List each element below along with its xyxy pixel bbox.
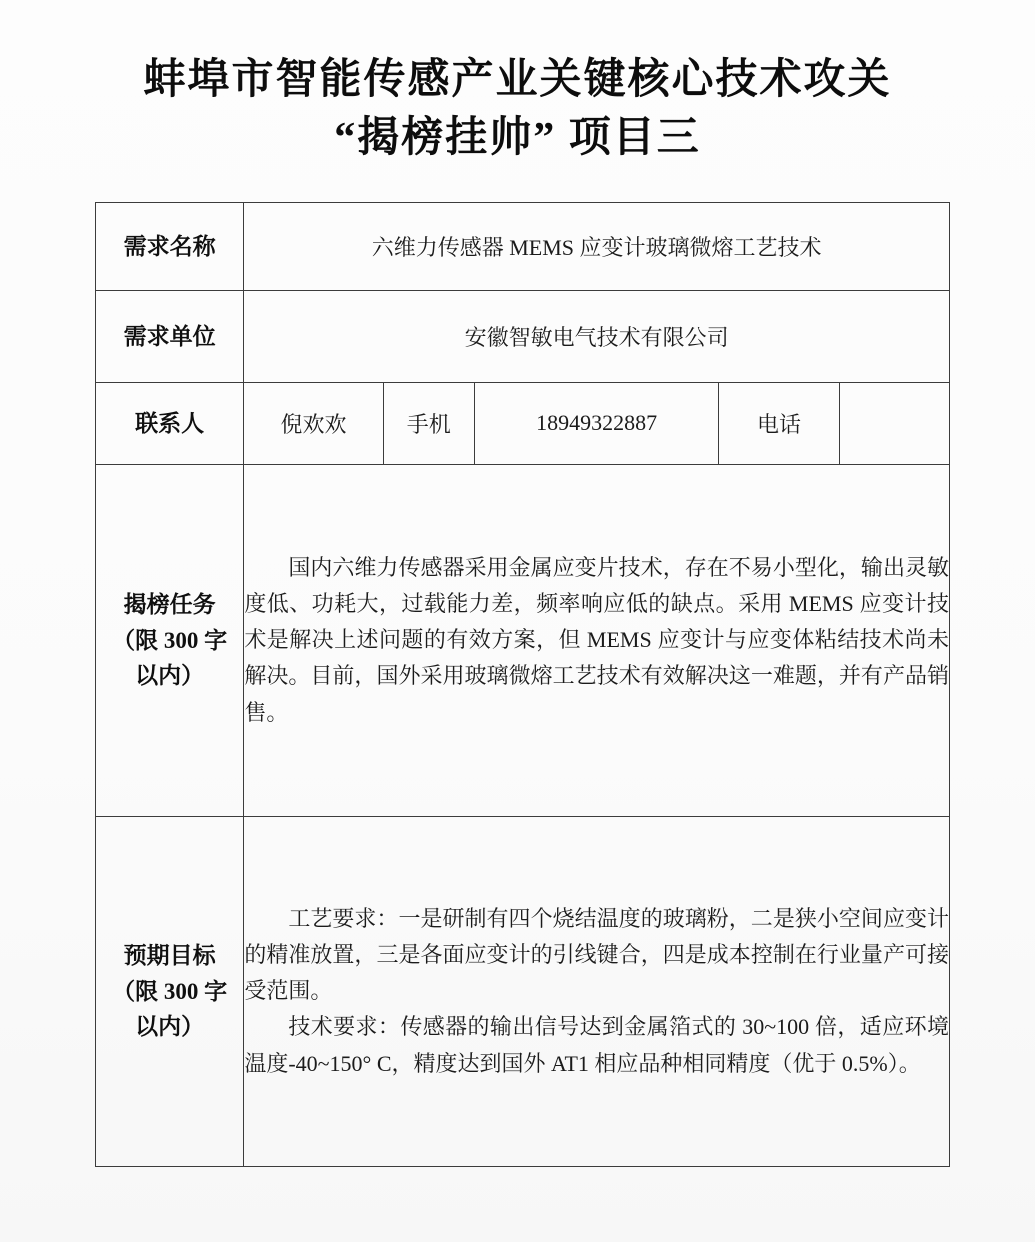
goal-label-line-3: 以内） xyxy=(135,1014,205,1040)
contact-name: 倪欢欢 xyxy=(244,382,383,464)
table-row-demand-unit xyxy=(96,290,950,382)
goal-label-line-1: 预期目标 xyxy=(123,942,216,968)
goal-description xyxy=(244,816,950,1166)
demand-unit-value: 安徽智敏电气技术有限公司 xyxy=(244,290,950,382)
paragraph: 技术要求：传感器的输出信号达到金属箔式的 30~100 倍，适应环境温度-40~150° C，精度达到国外 AT1 相应品种相同精度（优于 0.5%）。 xyxy=(244,1014,949,1076)
project-form-table xyxy=(95,202,950,1167)
task-label-line-2: （限 300 字 xyxy=(112,627,228,653)
table-row-task xyxy=(96,464,950,816)
task-label-line-1: 揭榜任务 xyxy=(123,591,216,617)
demand-unit-label: 需求单位 xyxy=(96,290,244,382)
paragraph: 国内六维力传感器采用金属应变片技术，存在不易小型化，输出灵敏度低、功耗大，过载能力差，频率响应低的缺点。采用 MEMS 应变计技术是解决上述问题的有效方案，但 MEMS 应变计与应变体粘结技术尚未解决。目前，国外采用玻璃微熔工艺技术有效解决这一难题，并有产品销售。 xyxy=(244,555,949,725)
task-description xyxy=(244,464,950,816)
demand-name-label: 需求名称 xyxy=(96,202,244,290)
table-row-demand-name xyxy=(96,202,950,290)
paragraph: 工艺要求：一是研制有四个烧结温度的玻璃粉，二是狭小空间应变计的精准放置，三是各面应变计的引线键合，四是成本控制在行业量产可接受范围。 xyxy=(244,906,949,1004)
mobile-label: 手机 xyxy=(383,382,474,464)
phone-number xyxy=(839,382,949,464)
title-line-1: 蚌埠市智能传感产业关键核心技术攻关 xyxy=(143,57,892,103)
phone-label: 电话 xyxy=(719,382,839,464)
goal-label-line-2: （限 300 字 xyxy=(112,978,228,1004)
document-title xyxy=(0,0,1035,168)
task-label-line-3: 以内） xyxy=(135,663,205,689)
table-row-goal xyxy=(96,816,950,1166)
mobile-number: 18949322887 xyxy=(474,382,719,464)
table-row-contact xyxy=(96,382,950,464)
demand-name-value: 六维力传感器 MEMS 应变计玻璃微熔工艺技术 xyxy=(244,202,950,290)
title-line-2: “揭榜挂帅” 项目三 xyxy=(334,114,701,161)
goal-label xyxy=(96,816,244,1166)
task-label xyxy=(96,464,244,816)
contact-label: 联系人 xyxy=(96,382,244,464)
